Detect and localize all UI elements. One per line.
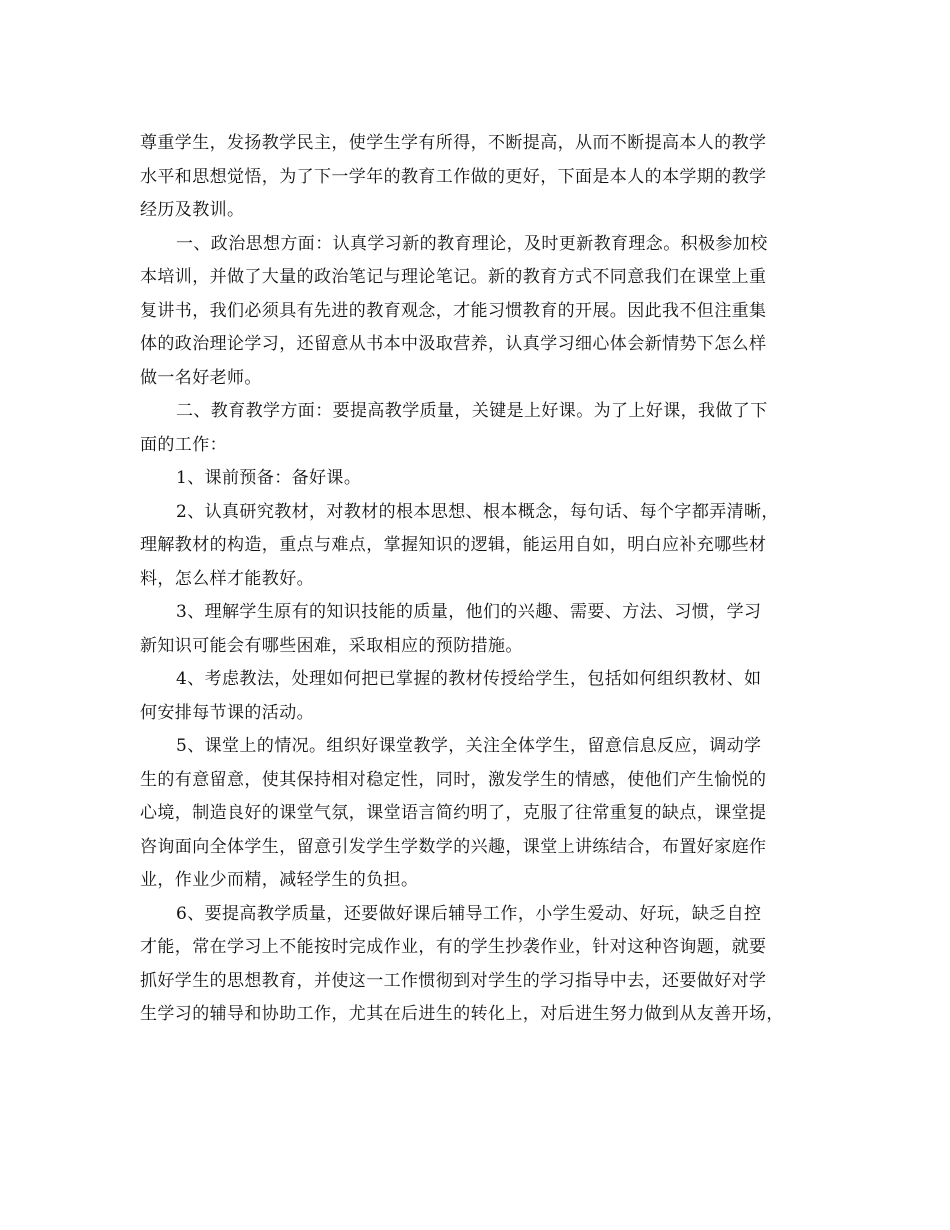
text-line: 何安排每节课的活动。 [140,702,314,723]
text-line: 一、政治思想方面：认真学习新的教育理论，及时更新教育理念。积极参加校 [176,233,768,254]
text-line: 才能，常在学习上不能按时完成作业，有的学生抄袭作业，针对这种咨询题，就要 [140,937,767,957]
text-line: 抓好学生的思想教育，并使这一工作惯彻到对学生的学习指导中去，还要做好对学 [140,970,767,991]
text-line: 5、课堂上的情况。组织好课堂教学，关注全体学生，留意信息反应，调动学 [176,736,762,756]
text-line: 复讲书，我们必须具有先进的教育观念，才能习惯教育的开展。因此我不但注重集 [140,300,767,321]
document-body [140,127,812,1032]
text-line: 理解教材的构造，重点与难点，掌握知识的逻辑，能运用自如，明白应补充哪些材 [140,535,767,555]
text-line: 业，作业少而精，减轻学生的负担。 [140,870,419,890]
text-line: 4、考虑教法，处理如何把已掌握的教材传授给学生，包括如何组织教材、如 [176,669,762,689]
text-line: 3、理解学生原有的知识技能的质量，他们的兴趣、需要、方法、习惯，学习 [176,602,762,622]
text-line: 料，怎么样才能教好。 [140,568,314,589]
text-line: 2、认真研究教材，对教材的根本思想、根本概念，每句话、每个字都弄清晰， [176,501,779,522]
text-line: 体的政治理论学习，还留意从书本中汲取营养，认真学习细心体会新情势下怎么样 [140,334,767,354]
text-line: 二、教育教学方面：要提高教学质量，关键是上好课。为了上好课，我做了下 [176,401,768,421]
text-line: 咨询面向全体学生，留意引发学生学数学的兴趣，课堂上讲练结合，布置好家庭作 [140,836,767,857]
text-line: 面的工作： [140,434,227,455]
text-line: 6、要提高教学质量，还要做好课后辅导工作，小学生爱动、好玩，缺乏自控 [176,903,762,924]
text-line: 1、课前预备：备好课。 [176,468,362,488]
text-line: 经历及教训。 [140,200,245,220]
text-line: 生学习的辅导和协助工作，尤其在后进生的转化上，对后进生努力做到从友善开场， [140,1004,784,1024]
text-line: 本培训，并做了大量的政治笔记与理论笔记。新的教育方式不同意我们在课堂上重 [140,267,767,287]
text-line: 新知识可能会有哪些困难，采取相应的预防措施。 [140,635,523,656]
text-line: 心境，制造良好的课堂气氛，课堂语言简约明了，克服了往常重复的缺点，课堂提 [140,803,767,823]
text-line: 生的有意留意，使其保持相对稳定性，同时，激发学生的情感，使他们产生愉悦的 [140,769,767,790]
text-line: 尊重学生，发扬教学民主，使学生学有所得，不断提高，从而不断提高本人的教学 [140,133,767,153]
text-line: 水平和思想觉悟，为了下一学年的教育工作做的更好，下面是本人的本学期的教学 [140,166,767,187]
text-line: 做一名好老师。 [140,367,262,388]
